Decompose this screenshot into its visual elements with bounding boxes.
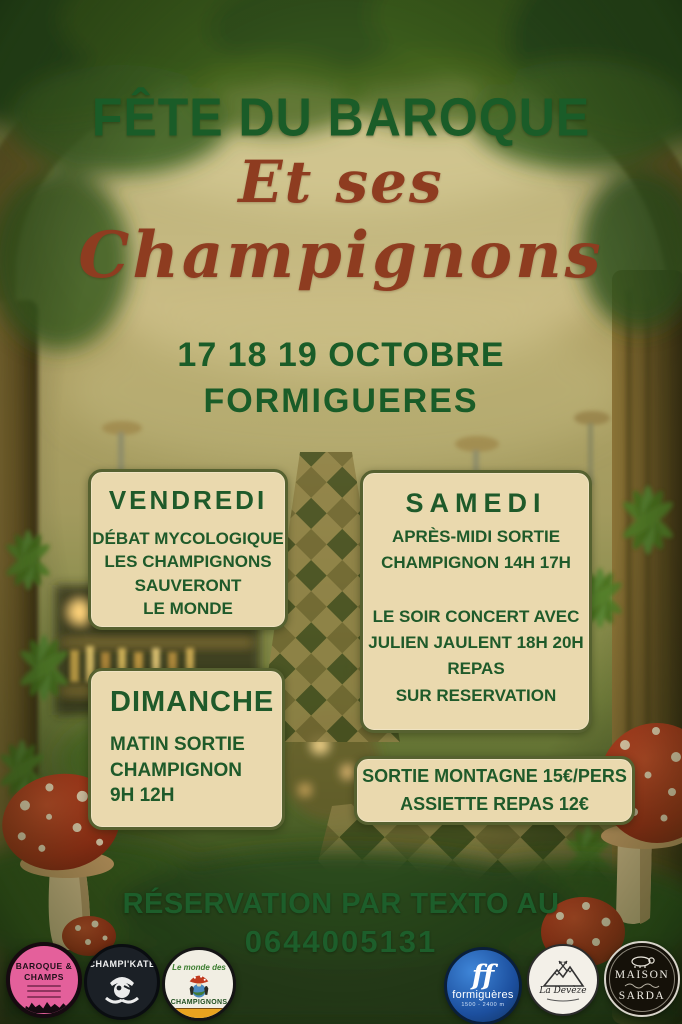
friday-card: [88, 469, 288, 630]
logo-formigueres-altitude: 1500 - 2400 m: [461, 1002, 505, 1009]
logo-champikate-label: CHAMPI'KATE: [88, 959, 156, 969]
sunday-line: MATIN SORTIE: [110, 734, 245, 755]
sunday-line: CHAMPIGNON: [110, 759, 242, 781]
logo-baroque-line1: BAROQUE &: [15, 960, 73, 971]
saturday-line: CHAMPIGNON 14H 17H: [381, 553, 571, 573]
saturday-line: SUR RESERVATION: [395, 685, 557, 705]
logo-monde-bottom-text: CHAMPIGNONS: [170, 998, 228, 1006]
logo-champikate: [84, 944, 160, 1020]
prices-card: [354, 756, 635, 825]
saturday-line: REPAS: [447, 659, 505, 679]
friday-line: DÉBAT MYCOLOGIQUE: [92, 529, 284, 548]
sunday-body: [110, 732, 274, 809]
mushroom-globe-icon: [185, 972, 213, 999]
logo-maison-sarda: [604, 941, 680, 1017]
logo-deveze-label: La Devèze: [539, 985, 587, 996]
poster-subtitle-line1: Et ses: [238, 148, 444, 216]
saturday-card: [360, 470, 592, 733]
logo-monde-banner: [175, 1008, 223, 1018]
script-flourish-icon: [546, 996, 580, 1002]
poster-subtitle-line2: Champignons: [78, 218, 604, 293]
band-silhouette-icon: [24, 1000, 72, 1013]
price-line: SORTIE MONTAGNE 15€/PERS: [362, 765, 627, 786]
friday-line: SAUVERONT: [134, 575, 242, 595]
logo-sarda-line1: MAISON: [614, 968, 670, 981]
saturday-line: APRÈS-MIDI SORTIE: [391, 527, 561, 546]
sunday-card: [88, 668, 285, 830]
logo-monde-des-champignons: [162, 947, 236, 1021]
friday-line: LES CHAMPIGNONS: [104, 552, 272, 572]
reservation-phone: 0644005131: [244, 924, 438, 959]
logo-baroque-et-champs: [6, 942, 82, 1018]
saturday-title: SAMEDI: [405, 488, 547, 518]
logo-monde-top-text: Le monde des: [172, 962, 226, 972]
logo-baroque-smallprint: [27, 996, 61, 998]
mushroom-pirate-icon: [101, 971, 143, 1005]
logo-sarda-line2: SARDA: [618, 990, 666, 1002]
event-location: FORMIGUERES: [203, 382, 479, 420]
price-line: ASSIETTE REPAS 12€: [400, 793, 589, 814]
formigueres-ff-icon: ff: [471, 959, 495, 991]
logo-sarda-inner-ring: [609, 946, 675, 1012]
poster-title: FÊTE DU BAROQUE: [91, 87, 591, 148]
logo-baroque-line2: CHAMPS: [24, 972, 64, 983]
reservation-text: RÉSERVATION PAR TEXTO AU: [122, 888, 560, 920]
saturday-line: LE SOIR CONCERT AVEC: [372, 606, 580, 626]
friday-line: LE MONDE: [143, 599, 233, 619]
friday-title: VENDREDI: [108, 485, 268, 515]
sunday-line: 9H 12H: [110, 785, 175, 807]
event-dates: 17 18 19 OCTOBRE: [177, 336, 505, 374]
saturday-line: JULIEN JAULENT 18H 20H: [368, 633, 584, 653]
mountains-icon: [539, 959, 587, 989]
logo-baroque-smallprint: [27, 990, 61, 992]
logo-formigueres: [444, 947, 522, 1024]
logo-la-deveze: [527, 944, 599, 1016]
saturday-evening-block: [363, 604, 589, 709]
logo-formigueres-label: formiguères: [452, 989, 514, 1002]
logo-baroque-smallprint: [27, 985, 61, 987]
sunday-title: DIMANCHE: [110, 686, 275, 718]
